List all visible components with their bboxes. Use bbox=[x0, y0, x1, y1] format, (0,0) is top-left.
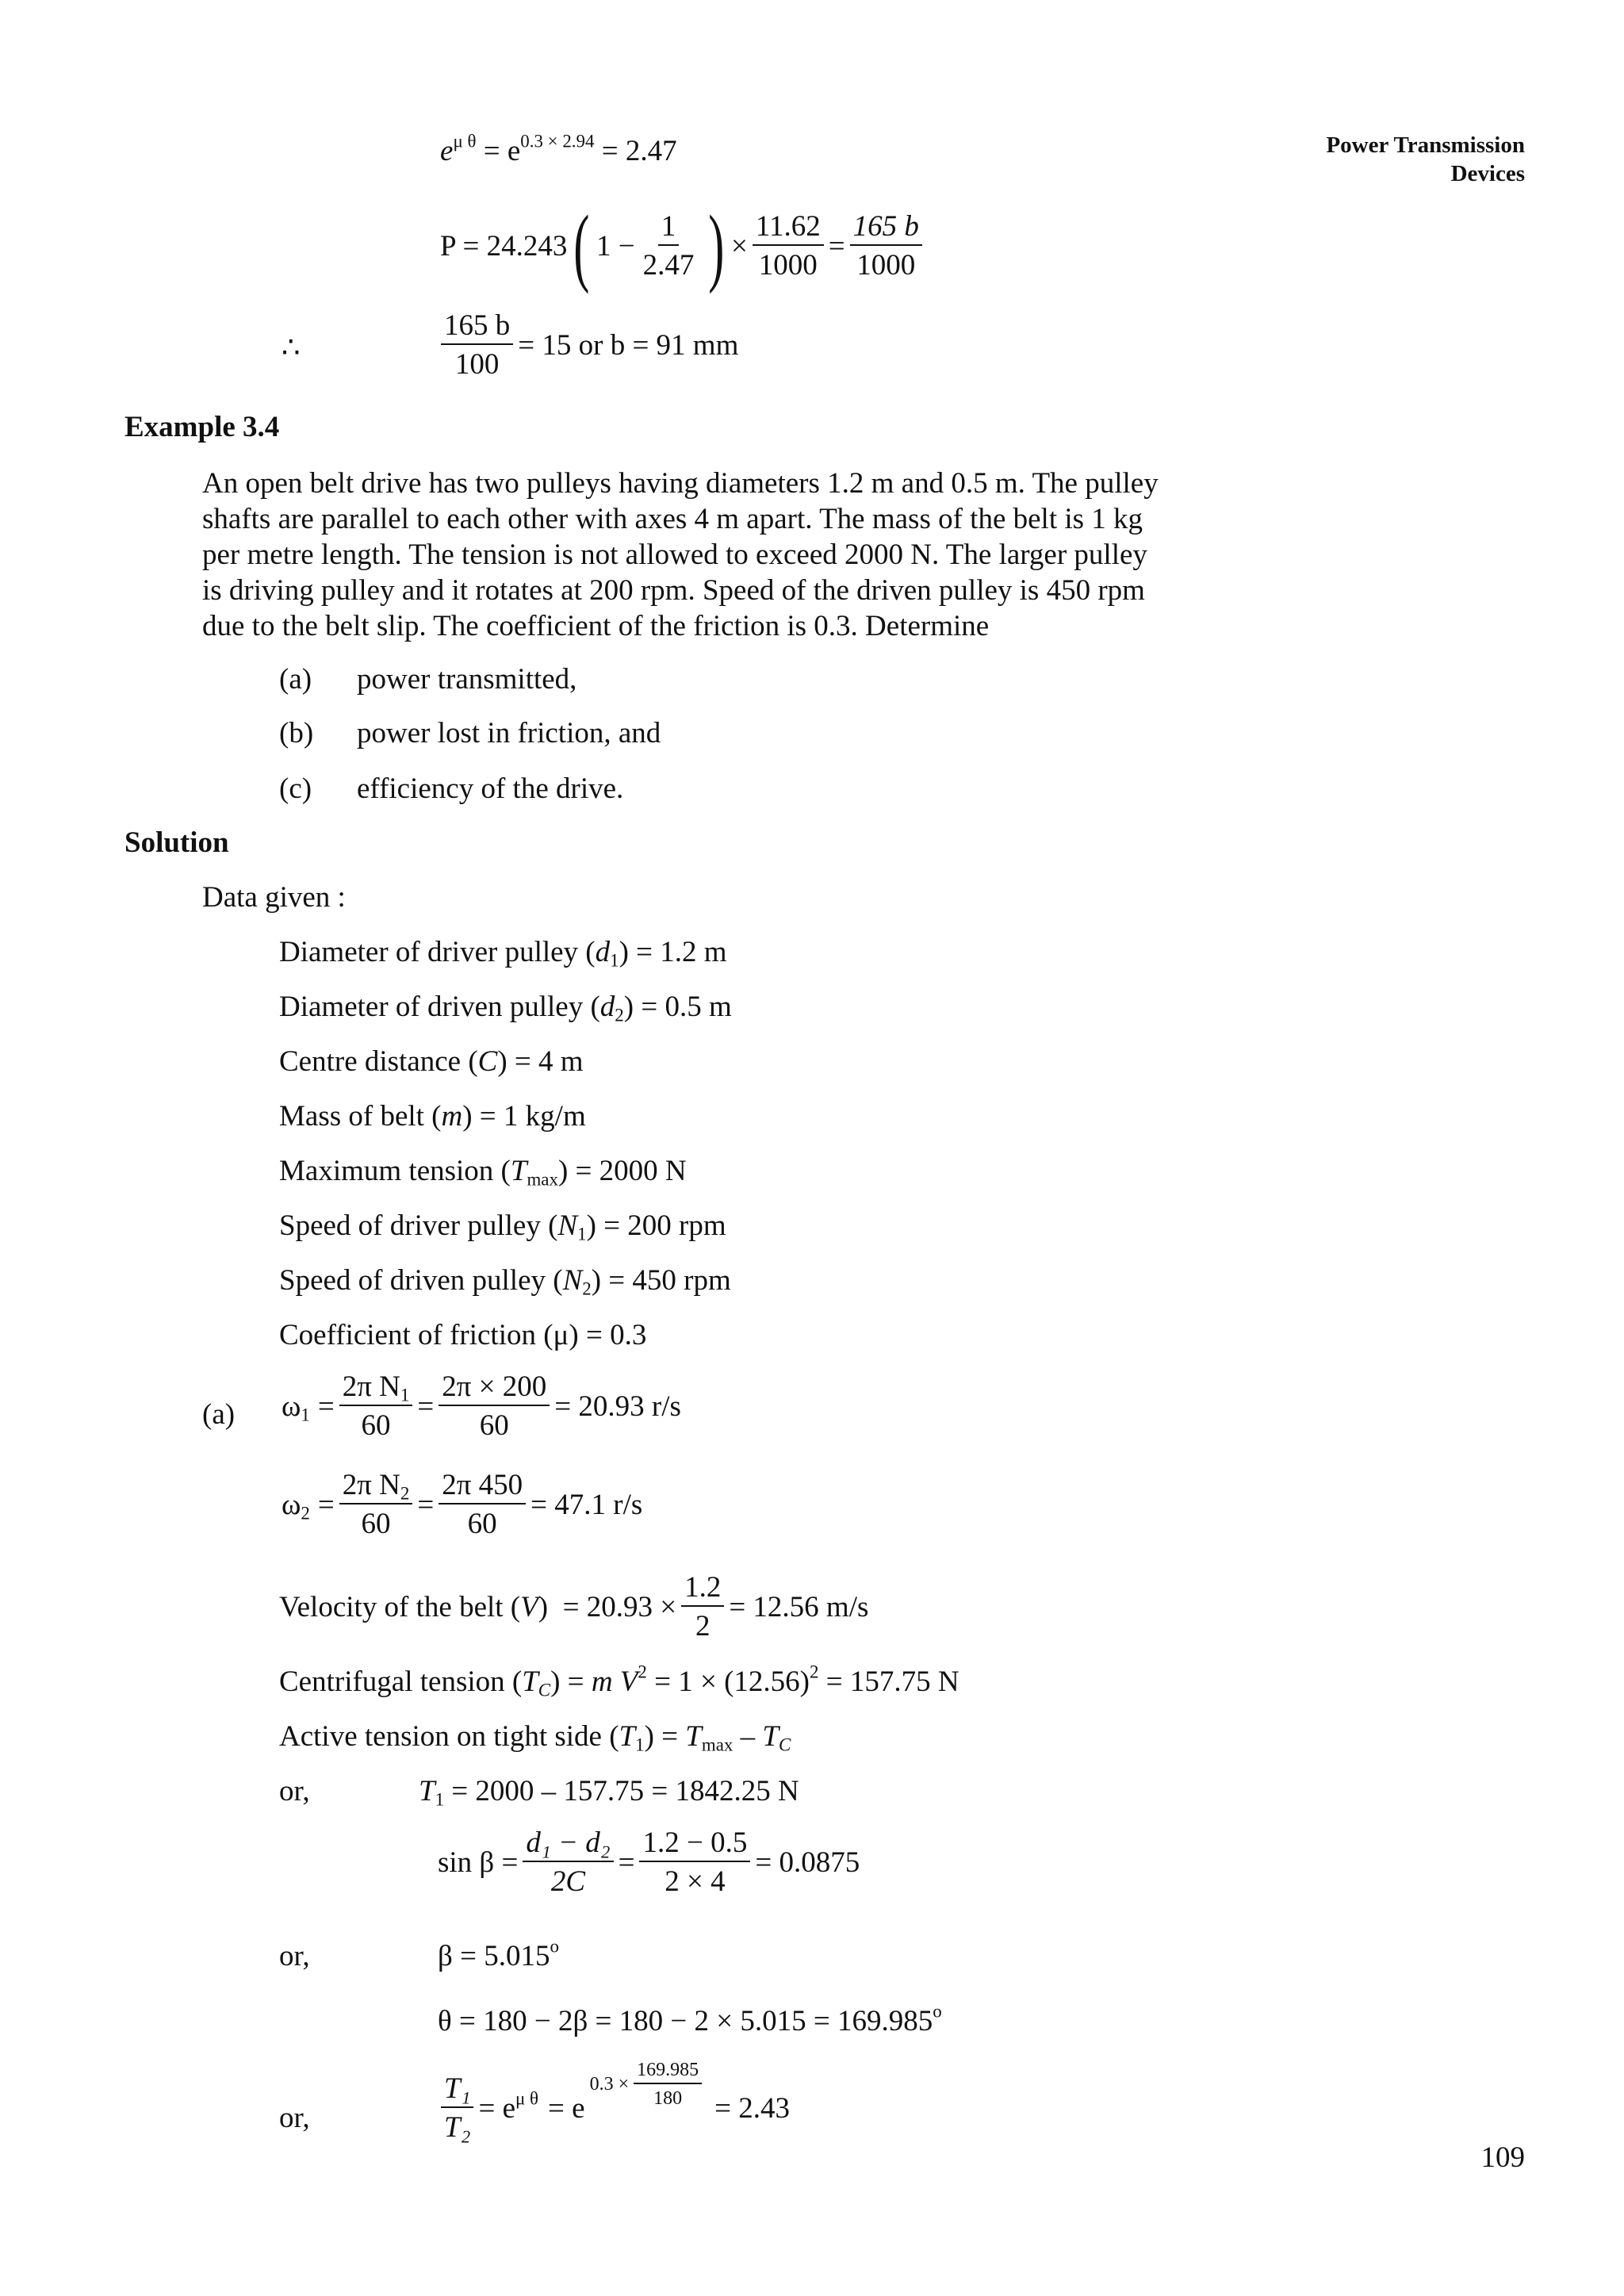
sinb-lhs: sin β = bbox=[438, 1846, 519, 1879]
velocity-equation bbox=[279, 1573, 868, 1641]
given-d2-var: d bbox=[599, 991, 615, 1023]
ratio-frac-num: T₁ bbox=[441, 2074, 473, 2108]
active-sub3: C bbox=[778, 1734, 791, 1755]
given-d1 bbox=[279, 936, 727, 971]
running-header bbox=[1326, 131, 1525, 188]
given-d2-pre: Diameter of driven pulley ( bbox=[279, 991, 600, 1023]
centrifugal-m: m bbox=[591, 1665, 613, 1698]
data-given-label: Data given : bbox=[202, 881, 346, 914]
beta-text: β = 5.015 bbox=[438, 1940, 550, 1972]
omega1-frac-1 bbox=[339, 1372, 413, 1440]
emu-sup2: 0.3 × 2.94 bbox=[520, 131, 595, 151]
p-frac-2-num: 11.62 bbox=[753, 212, 824, 246]
p-frac-2-den: 1000 bbox=[758, 249, 818, 282]
left-paren: ( bbox=[573, 197, 590, 294]
omega1-frac-1-num-text: 2π N bbox=[342, 1370, 400, 1403]
omega1-lhs bbox=[282, 1389, 310, 1424]
sinb-eq: = bbox=[618, 1846, 635, 1879]
centrifugal-rhs: = 157.75 N bbox=[818, 1665, 959, 1698]
p-lhs: P = 24.243 bbox=[440, 229, 568, 263]
emu-sup: μ θ bbox=[453, 131, 477, 151]
active-sub: 1 bbox=[635, 1734, 645, 1755]
ratio-exp-frac bbox=[634, 2060, 702, 2108]
omega2-frac-1-den: 60 bbox=[361, 1508, 391, 1540]
velocity-post: ) = 20.93 × bbox=[538, 1590, 677, 1623]
paragraph-line: per metre length. The tension is not allowed to exceed 2000 N. The larger pulley bbox=[202, 539, 1147, 571]
omega1-frac-2-num: 2π × 200 bbox=[439, 1372, 550, 1406]
sinb-frac-2-num: 1.2 − 0.5 bbox=[639, 1828, 750, 1862]
solution-title: Solution bbox=[124, 826, 229, 859]
sinb-frac-2 bbox=[639, 1828, 750, 1896]
ratio-exp-num: 169.985 bbox=[634, 2060, 702, 2084]
omega1-rhs: = 20.93 r/s bbox=[554, 1389, 681, 1423]
active-sub2: max bbox=[701, 1734, 733, 1755]
ratio-exponent bbox=[590, 2060, 707, 2108]
omega1-frac-1-den: 60 bbox=[361, 1409, 391, 1442]
velocity-frac bbox=[681, 1573, 724, 1641]
therefore-symbol: ∴ bbox=[282, 332, 301, 364]
sinb-frac-1 bbox=[523, 1828, 613, 1896]
p-frac-3-den: 1000 bbox=[856, 249, 916, 282]
omega2-frac-2-den: 60 bbox=[467, 1508, 497, 1540]
paragraph-line: shafts are parallel to each other with axes 4 m apart. The mass of the belt is 1 kg bbox=[202, 503, 1143, 535]
centrifugal-var: T bbox=[522, 1665, 538, 1698]
omega2-frac-1 bbox=[339, 1470, 413, 1539]
t1-sub: 1 bbox=[435, 1789, 445, 1810]
centrifugal-mid: = 1 × (12.56) bbox=[646, 1665, 810, 1698]
omega2-lhs bbox=[282, 1488, 310, 1523]
item-b-label: (b) bbox=[279, 717, 314, 749]
b-equation bbox=[436, 311, 738, 379]
b-frac-num: 165 b bbox=[441, 311, 513, 345]
omega1-sub: 1 bbox=[301, 1404, 310, 1424]
given-d1-var: d bbox=[595, 936, 611, 968]
centrifugal-pre: Centrifugal tension ( bbox=[279, 1665, 523, 1698]
omega2-frac-1-num bbox=[339, 1470, 413, 1504]
given-n2-pre: Speed of driven pulley ( bbox=[279, 1264, 563, 1297]
ratio-eq: = e bbox=[478, 2091, 515, 2125]
omega2-eq: = bbox=[317, 1488, 335, 1521]
omega2-eq2: = bbox=[417, 1488, 435, 1521]
ratio-eq2: = e bbox=[548, 2091, 585, 2125]
given-n1-post: ) = 200 rpm bbox=[586, 1209, 726, 1242]
given-m-var: m bbox=[441, 1100, 463, 1133]
omega1-symbol: ω bbox=[282, 1389, 301, 1423]
ratio-rhs: = 2.43 bbox=[714, 2091, 790, 2125]
header-line-2: Devices bbox=[1450, 161, 1525, 186]
given-m-pre: Mass of belt ( bbox=[279, 1100, 442, 1133]
centrifugal-sub: C bbox=[538, 1680, 551, 1700]
given-d2 bbox=[279, 991, 732, 1025]
given-n2-sub: 2 bbox=[582, 1278, 592, 1299]
ratio-exp-pre: 0.3 × bbox=[589, 2074, 630, 2095]
power-equation bbox=[440, 197, 927, 294]
active-var2: T bbox=[685, 1720, 702, 1753]
given-d1-post: ) = 1.2 m bbox=[619, 936, 727, 968]
omega2-symbol: ω bbox=[282, 1488, 301, 1521]
example-title: Example 3.4 bbox=[124, 411, 280, 443]
given-c-post: ) = 4 m bbox=[497, 1045, 584, 1078]
given-n1-sub: 1 bbox=[577, 1224, 587, 1244]
p-eq: = bbox=[828, 229, 845, 263]
or-label-2: or, bbox=[279, 1940, 310, 1972]
ratio-exp-den: 180 bbox=[653, 2088, 683, 2109]
example-paragraph bbox=[202, 466, 1159, 644]
active-var: T bbox=[619, 1720, 636, 1753]
given-d2-post: ) = 0.5 m bbox=[623, 991, 732, 1023]
b-frac-den: 100 bbox=[454, 348, 500, 381]
given-c-pre: Centre distance ( bbox=[279, 1045, 478, 1078]
omega1-frac-2-den: 60 bbox=[479, 1409, 509, 1442]
omega1-frac-2 bbox=[439, 1372, 550, 1440]
emu-e: e bbox=[440, 135, 454, 167]
p-frac-3 bbox=[850, 212, 922, 280]
given-m bbox=[279, 1102, 586, 1131]
given-t-pre: Maximum tension ( bbox=[279, 1155, 511, 1187]
given-n2 bbox=[279, 1264, 731, 1299]
paragraph-line: due to the belt slip. The coefficient of the friction is 0.3. Determine bbox=[202, 610, 990, 642]
theta-text: θ = 180 − 2β = 180 − 2 × 5.015 = 169.985 bbox=[438, 2005, 933, 2037]
given-n1-pre: Speed of driver pulley ( bbox=[279, 1209, 558, 1242]
or-label-3: or, bbox=[279, 2102, 310, 2134]
velocity-pre: Velocity of the belt ( bbox=[279, 1590, 521, 1623]
t1-var: T bbox=[419, 1775, 435, 1807]
centrifugal-sup2: 2 bbox=[810, 1662, 819, 1682]
theta-equation bbox=[438, 2001, 942, 2037]
given-n1 bbox=[279, 1209, 726, 1244]
beta-value bbox=[438, 1936, 559, 1972]
sin-beta-equation bbox=[438, 1828, 860, 1896]
active-mid: ) = bbox=[644, 1720, 686, 1753]
or-label-1: or, bbox=[279, 1775, 310, 1807]
omega2-frac-2-num: 2π 450 bbox=[439, 1470, 526, 1504]
item-a-text: power transmitted, bbox=[357, 663, 577, 696]
beta-degree: o bbox=[550, 1936, 559, 1957]
paragraph-line: is driving pulley and it rotates at 200 rpm. Speed of the driven pulley is 450 rpm bbox=[202, 574, 1145, 607]
given-tmax bbox=[279, 1155, 687, 1190]
right-paren: ) bbox=[708, 197, 725, 294]
omega2-sub: 2 bbox=[301, 1502, 310, 1523]
p-times: × bbox=[730, 229, 748, 263]
item-c-label: (c) bbox=[279, 772, 312, 805]
ratio-sup: μ θ bbox=[515, 2087, 539, 2108]
b-frac bbox=[441, 311, 513, 379]
omega2-rhs: = 47.1 r/s bbox=[530, 1488, 643, 1521]
given-t-sub: max bbox=[527, 1169, 558, 1190]
active-var3: T bbox=[762, 1720, 779, 1753]
given-mu: Coefficient of friction (μ) = 0.3 bbox=[279, 1319, 647, 1351]
omega2-equation bbox=[282, 1470, 642, 1539]
omega1-frac-1-num-sub: 1 bbox=[400, 1385, 410, 1405]
given-c-var: C bbox=[477, 1045, 498, 1078]
active-pre: Active tension on tight side ( bbox=[279, 1720, 619, 1753]
emu-equation bbox=[440, 131, 677, 167]
theta-degree: o bbox=[933, 2001, 942, 2022]
p-frac-1-num: 1 bbox=[658, 212, 680, 246]
omega2-frac-1-num-text: 2π N bbox=[342, 1469, 400, 1501]
given-d2-sub: 2 bbox=[615, 1005, 624, 1025]
p-frac-2 bbox=[753, 212, 824, 280]
given-n1-var: N bbox=[557, 1209, 578, 1242]
ratio-e-mu bbox=[478, 2087, 539, 2125]
velocity-var: V bbox=[520, 1590, 538, 1623]
ratio-frac-den: T₂ bbox=[444, 2111, 471, 2144]
given-t-var: T bbox=[510, 1155, 527, 1187]
sinb-frac-1-den: 2C bbox=[550, 1865, 586, 1898]
t1-rhs: = 2000 – 157.75 = 1842.25 N bbox=[444, 1775, 799, 1807]
t1-equation bbox=[419, 1775, 799, 1810]
velocity-rhs: = 12.56 m/s bbox=[729, 1590, 869, 1623]
sinb-frac-2-den: 2 × 4 bbox=[665, 1865, 726, 1898]
item-a-label: (a) bbox=[279, 663, 312, 696]
emu-eq: = e bbox=[476, 135, 521, 167]
active-tension-equation bbox=[279, 1720, 791, 1755]
omega1-frac-1-num bbox=[339, 1372, 413, 1406]
centrifugal-sup: 2 bbox=[638, 1662, 647, 1682]
page-number: 109 bbox=[1480, 2141, 1525, 2174]
paragraph-line: An open belt drive has two pulleys having diameters 1.2 m and 0.5 m. The pulley bbox=[202, 467, 1159, 500]
b-rhs: = 15 or b = 91 mm bbox=[518, 328, 739, 362]
omega2-frac-2 bbox=[439, 1470, 526, 1539]
omega1-equation bbox=[282, 1372, 681, 1440]
centrifugal-post: ) = bbox=[550, 1665, 592, 1698]
omega2-frac-1-num-sub: 2 bbox=[400, 1483, 410, 1504]
tension-ratio-equation bbox=[436, 2060, 790, 2144]
given-c bbox=[279, 1047, 584, 1076]
given-d1-pre: Diameter of driver pulley ( bbox=[279, 936, 596, 968]
item-b-text: power lost in friction, and bbox=[357, 717, 661, 749]
centrifugal-equation bbox=[279, 1662, 959, 1700]
emu-rhs: = 2.47 bbox=[594, 135, 677, 167]
given-m-post: ) = 1 kg/m bbox=[462, 1100, 586, 1133]
given-n2-var: N bbox=[562, 1264, 583, 1297]
active-dash: – bbox=[733, 1720, 763, 1753]
centrifugal-v: V bbox=[619, 1665, 638, 1698]
ratio-frac bbox=[441, 2074, 473, 2142]
part-a-label: (a) bbox=[202, 1398, 236, 1431]
velocity-frac-den: 2 bbox=[695, 1610, 710, 1642]
given-n2-post: ) = 450 rpm bbox=[591, 1264, 731, 1297]
p-frac-3-num: 165 b bbox=[850, 212, 922, 246]
given-d1-sub: 1 bbox=[610, 950, 619, 971]
p-frac-1 bbox=[640, 212, 698, 280]
sinb-rhs: = 0.0875 bbox=[755, 1846, 860, 1879]
omega1-eq2: = bbox=[417, 1389, 435, 1423]
omega1-eq: = bbox=[317, 1389, 335, 1423]
sinb-frac-1-num: d₁ − d₂ bbox=[523, 1828, 613, 1862]
p-one: 1 − bbox=[596, 229, 635, 263]
given-t-post: ) = 2000 N bbox=[557, 1155, 687, 1187]
p-frac-1-den: 2.47 bbox=[642, 249, 695, 282]
header-line-1: Power Transmission bbox=[1326, 132, 1525, 158]
velocity-frac-num: 1.2 bbox=[681, 1573, 724, 1607]
item-c-text: efficiency of the drive. bbox=[357, 772, 624, 805]
